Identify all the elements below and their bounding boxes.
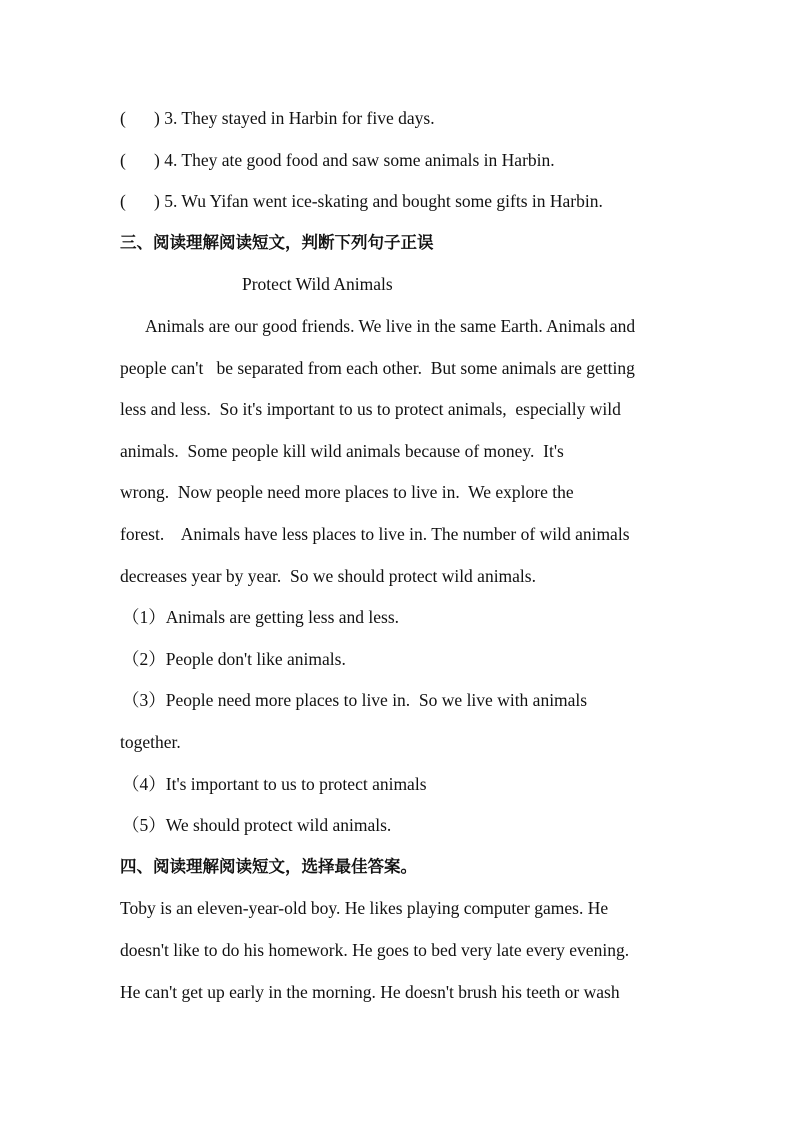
passage-line: doesn't like to do his homework. He goes to bed very late every evening. xyxy=(120,940,630,960)
statement: （4）It's important to us to protect animals xyxy=(122,774,427,794)
passage-line: Toby is an eleven-year-old boy. He likes playing computer games. He xyxy=(120,898,609,918)
statement-continuation: together. xyxy=(120,732,181,752)
statement: （2）People don't like animals. xyxy=(122,649,346,669)
section4-heading: 四、阅读理解阅读短文，选择最佳答案。 xyxy=(120,857,417,876)
passage-line: Animals are our good friends. We live in the same Earth. Animals and xyxy=(145,316,636,336)
passage-line: less and less. So it's important to us to protect animals, especially wild xyxy=(120,399,621,419)
judgement-item xyxy=(120,149,555,171)
passage-line: decreases year by year. So we should protect wild animals. xyxy=(120,566,536,586)
passage-line: forest. Animals have less places to live in. The number of wild animals xyxy=(120,524,630,544)
judgement-text: ) 3. They stayed in Harbin for five days. xyxy=(154,108,435,128)
passage-line: people can't be separated from each other. But some animals are getting xyxy=(120,358,635,378)
passage-line: He can't get up early in the morning. He doesn't brush his teeth or wash xyxy=(120,982,620,1002)
statement: （3）People need more places to live in. So we live with animals xyxy=(122,690,588,710)
judgement-item xyxy=(120,107,435,129)
passage-line: animals. Some people kill wild animals because of money. It's xyxy=(120,441,564,461)
answer-blank[interactable]: ( xyxy=(120,108,126,128)
answer-blank[interactable]: ( xyxy=(120,150,126,170)
judgement-item xyxy=(120,190,603,212)
judgement-text: ) 5. Wu Yifan went ice-skating and bought some gifts in Harbin. xyxy=(154,191,603,211)
answer-blank[interactable]: ( xyxy=(120,191,126,211)
statement: （5）We should protect wild animals. xyxy=(122,815,392,835)
judgement-text: ) 4. They ate good food and saw some animals in Harbin. xyxy=(154,150,555,170)
passage-title: Protect Wild Animals xyxy=(242,274,393,294)
section3-heading: 三、阅读理解阅读短文，判断下列句子正误 xyxy=(120,233,434,252)
passage-line: wrong. Now people need more places to live in. We explore the xyxy=(120,482,574,502)
statement: （1）Animals are getting less and less. xyxy=(122,607,400,627)
